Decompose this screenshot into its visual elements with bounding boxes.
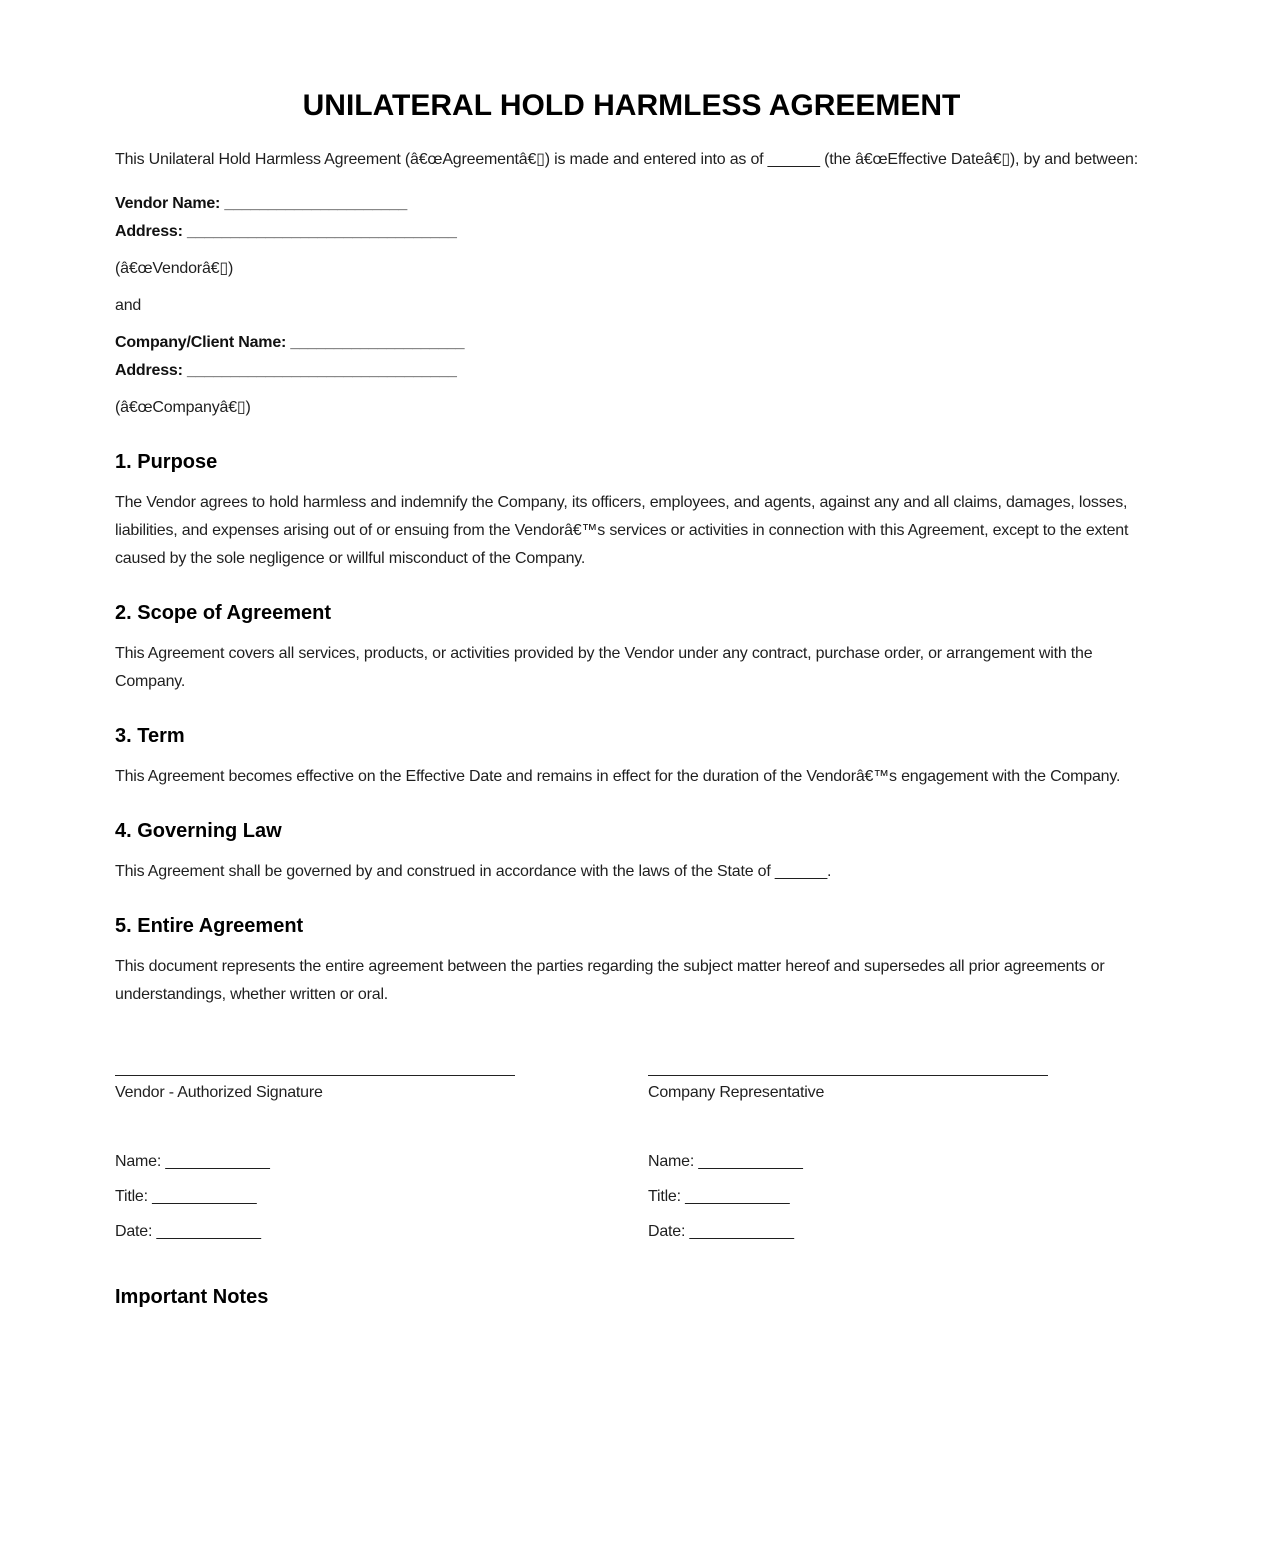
vendor-name-field: Vendor Name: _____________________ — [115, 195, 408, 212]
parties-connector: and — [115, 297, 142, 314]
company-signature-column — [648, 1075, 1048, 1253]
company-address-field: Address: _______________________________ — [115, 362, 457, 379]
section-body: The Vendor agrees to hold harmless and indemnify the Company, its officers, employees, and agents, against any and all claims, damages, losses, liabilities, and expenses arising out of or ensuing from the Vendorâ€™s services or activities in connection with this Agreement, except to the extent caused by the sole negligence or willful misconduct of the Company. — [115, 494, 1129, 567]
section-heading: 5. Entire Agreement — [115, 915, 304, 937]
company-sig-date-field: Date: ____________ — [648, 1223, 794, 1240]
company-party-block — [115, 329, 1148, 422]
section-scope — [115, 600, 1148, 696]
vendor-signature-label: Vendor - Authorized Signature — [115, 1084, 323, 1101]
company-signature-line — [648, 1075, 1048, 1076]
company-alias: (â€œCompanyâ€▯) — [115, 399, 251, 416]
vendor-sig-title-field: Title: ____________ — [115, 1188, 257, 1205]
company-signature-label: Company Representative — [648, 1084, 825, 1101]
document-title: UNILATERAL HOLD HARMLESS AGREEMENT — [302, 89, 961, 122]
vendor-address-field: Address: _______________________________ — [115, 223, 457, 240]
section-entire-agreement — [115, 913, 1148, 1009]
section-term — [115, 723, 1148, 791]
vendor-signature-line — [115, 1075, 515, 1076]
section-heading: 4. Governing Law — [115, 820, 282, 842]
section-body: This document represents the entire agreement between the parties regarding the subject matter hereof and supersedes all prior agreements or understandings, whether written or oral. — [115, 958, 1105, 1003]
vendor-alias: (â€œVendorâ€▯) — [115, 260, 234, 277]
company-name-field: Company/Client Name: ____________________ — [115, 334, 465, 351]
section-governing-law — [115, 818, 1148, 886]
signature-block — [115, 1075, 1148, 1253]
section-heading: 2. Scope of Agreement — [115, 602, 331, 624]
company-sig-name-field: Name: ____________ — [648, 1153, 803, 1170]
vendor-signature-column — [115, 1075, 515, 1253]
section-body: This Agreement shall be governed by and construed in accordance with the laws of the State of ______. — [115, 863, 832, 880]
section-body: This Agreement covers all services, products, or activities provided by the Vendor under any contract, purchase order, or arrangement with the Company. — [115, 645, 1093, 690]
section-heading: 3. Term — [115, 725, 185, 747]
intro-paragraph: This Unilateral Hold Harmless Agreement (â€œAgreementâ€▯) is made and entered into as of ______ (the â€œEffective Dateâ€▯), by and between: — [115, 151, 1138, 168]
vendor-sig-name-field: Name: ____________ — [115, 1153, 270, 1170]
company-sig-title-field: Title: ____________ — [648, 1188, 790, 1205]
section-body: This Agreement becomes effective on the Effective Date and remains in effect for the duration of the Vendorâ€™s engagement with the Company. — [115, 768, 1121, 785]
vendor-party-block — [115, 190, 1148, 283]
vendor-sig-date-field: Date: ____________ — [115, 1223, 261, 1240]
section-purpose — [115, 449, 1148, 573]
section-heading: 1. Purpose — [115, 451, 218, 473]
important-notes-heading: Important Notes — [115, 1286, 269, 1308]
